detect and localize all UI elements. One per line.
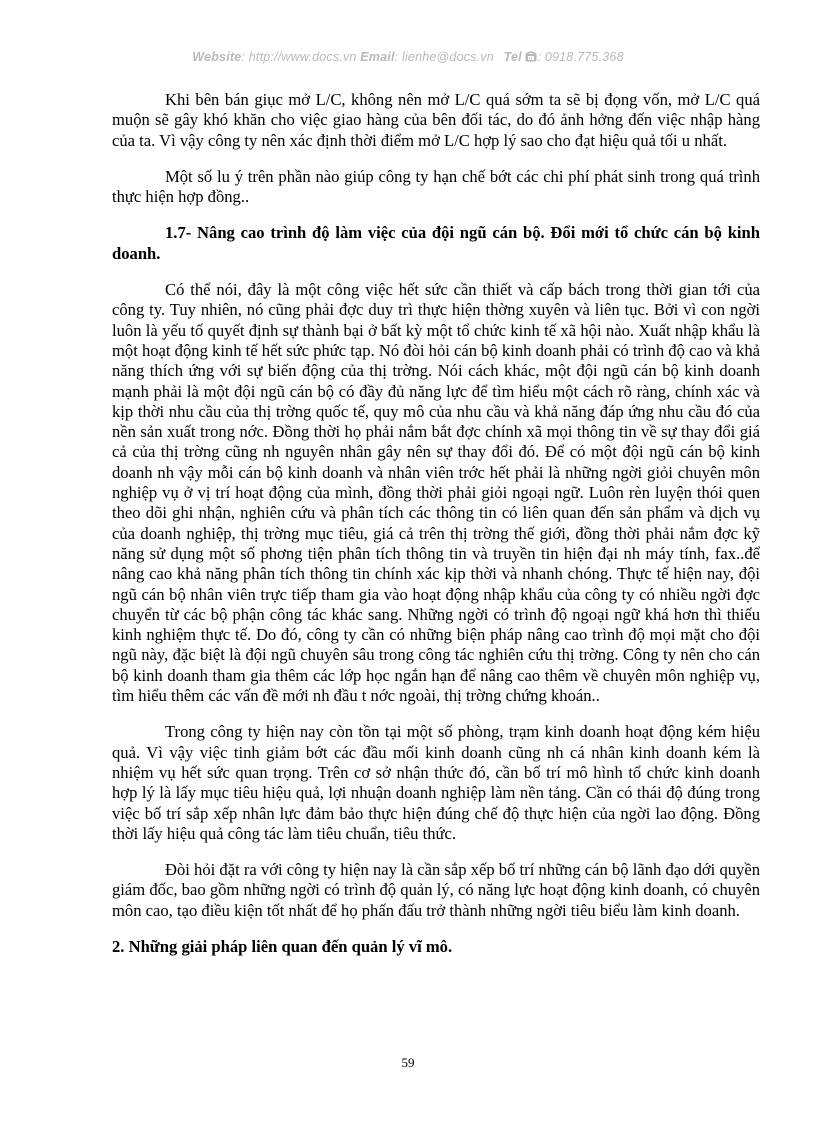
paragraph-leadership: Đòi hỏi đặt ra với công ty hiện nay là cần sắp xếp bố trí những cán bộ lãnh đạo dới quyền giám đốc, bao gồm những ngời có trình độ quản lý, có năng lực hoạt động kinh doanh, có chuyên môn cao, tạo điều kiện tốt nhất để họ phấn đấu trở thành những ngời tiêu biểu làm kinh doanh. (112, 860, 760, 920)
page-header (0, 50, 816, 64)
page-number: 59 (401, 1055, 415, 1070)
paragraph-restructuring: Trong công ty hiện nay còn tồn tại một số phòng, trạm kinh doanh hoạt động kém hiệu quả. Vì vậy việc tinh giảm bớt các đầu mối kinh doanh cũng nh cá nhân kinh doanh kém là nhiệm vụ hết sức quan trọng. Trên cơ sở nhận thức đó, cần bố trí mô hình tổ chức kinh doanh hợp lý là lấy mục tiêu hiệu quả, lợi nhuận doanh nghiệp làm nền tảng. Cần có thái độ đúng trong việc bố trí sắp xếp nhân lực đảm bảo thực hiện đúng chế độ thực hiện của ngời lao động. Đồng thời lấy hiệu quả công tác làm tiêu chuẩn, tiêu thức. (112, 722, 760, 843)
tel-label: Tel (503, 50, 522, 64)
paragraph-staff-training: Có thể nói, đây là một công việc hết sức cần thiết và cấp bách trong thời gian tới của công ty. Tuy nhiên, nó cũng phải đợc duy trì thực hiện thờng xuyên và liên tục. Bởi vì con ngời luôn là yếu tố quyết định sự thành bại ở bất kỳ một tổ chức kinh tế xã hội nào. Xuất nhập khẩu là một hoạt động kinh tế hết sức phức tạp. Nó đòi hỏi cán bộ kinh doanh phải có trình độ cao và khả năng thích ứng với sự biến động của thị trờng. Nói cách khác, một đội ngũ cán bộ kinh doanh mạnh phải là một đội ngũ cán bộ có đầy đủ năng lực để tìm hiểu một cách rõ ràng, chính xác và kịp thời nhu cầu của thị trờng quốc tế, quy mô của nhu cầu và khả năng đáp ứng nhu cầu đó của nền sản xuất trong nớc. Đồng thời họ phải nắm bắt đợc chính xã mọi thông tin về sự thay đổi giá cả của thị trờng cũng nh nguyên nhân gây nên sự thay đổi đó. Để có một đội ngũ cán bộ kinh doanh nh vậy mỗi cán bộ kinh doanh và nhân viên trớc hết phải là những ngời giỏi chuyên môn nghiệp vụ ở vị trí hoạt động của mình, đồng thời phải giỏi ngoại ngữ. Luôn rèn luyện thói quen theo dõi ghi nhận, nghiên cứu và phân tích các thông tin có liên quan đến sản phẩm và dịch vụ của doanh nghiệp, thị trờng mục tiêu, giá cả trên thị trờng thế giới, đồng thời phải nắm đợc kỹ năng sử dụng một số phơng tiện phân tích thông tin và truyền tin hiện đại nh máy tính, fax..để nâng cao khả năng phân tích thông tin chính xác kịp thời và nhanh chóng. Thực tế hiện nay, đội ngũ cán bộ nhân viên trực tiếp tham gia vào hoạt động nhập khẩu của công ty có nhiều ngời đợc chuyển từ các bộ phận công tác khác sang. Những ngời có trình độ ngoại ngữ khá hơn thì thiếu kinh nghiệm thực tế. Do đó, công ty cần có những biện pháp nâng cao trình độ mọi mặt cho đội ngũ này, đặc biệt là đội ngũ chuyên sâu trong công tác nghiên cứu thị trờng. Công ty nên cho cán bộ kinh doanh tham gia thêm các lớp học ngắn hạn để nâng cao thêm về chuyên môn nghiệp vụ, tìm hiểu thêm các vấn đề mới nh đầu t nớc ngoài, thị trờng chứng khoán.. (112, 280, 760, 706)
email-label: Email (360, 50, 395, 64)
paragraph-lc-timing: Khi bên bán giục mở L/C, không nên mở L/C quá sớm ta sẽ bị đọng vốn, mở L/C quá muộn sẽ gây khó khăn cho việc giao hàng của bên đối tác, do đó ảnh hởng đến việc nhập hàng của ta. Vì vậy công ty nên xác định thời điểm mở L/C hợp lý sao cho đạt hiệu quả tối u nhất. (112, 90, 760, 150)
document-body (112, 90, 760, 973)
website-label: Website (192, 50, 242, 64)
email-address: : lienhe@docs.vn (394, 50, 494, 64)
section-heading-1-7: 1.7- Nâng cao trình độ làm việc của đội ngũ cán bộ. Đổi mới tổ chức cán bộ kinh doanh. (112, 223, 760, 263)
tel-number: : 0918.775.368 (537, 50, 624, 64)
paragraph-cost-notes: Một số lu ý trên phần nào giúp công ty hạn chế bớt các chi phí phát sinh trong quá trình thực hiện hợp đồng.. (112, 166, 760, 207)
phone-icon (525, 50, 537, 64)
website-url: : http://www.docs.vn (241, 50, 357, 64)
section-heading-2: 2. Những giải pháp liên quan đến quản lý vĩ mô. (112, 936, 453, 956)
